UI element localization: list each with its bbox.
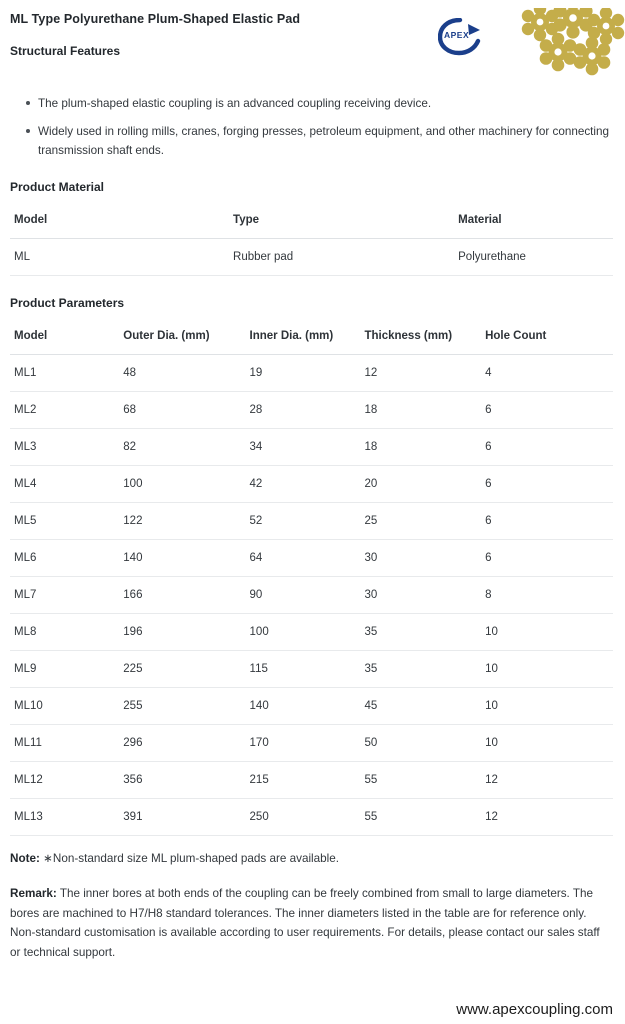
cell-thickness: 35 [360, 651, 481, 688]
cell-inner-dia: 34 [246, 429, 361, 466]
header-area [10, 12, 613, 82]
column-header-outer-dia: Outer Dia. (mm) [119, 324, 245, 355]
cell-hole-count: 12 [481, 762, 613, 799]
material-table [10, 208, 613, 276]
cell-inner-dia: 28 [246, 392, 361, 429]
cell-hole-count: 6 [481, 540, 613, 577]
cell-model: ML10 [10, 688, 119, 725]
cell-material: Polyurethane [454, 239, 613, 276]
cell-inner-dia: 42 [246, 466, 361, 503]
cell-hole-count: 10 [481, 614, 613, 651]
cell-hole-count: 6 [481, 503, 613, 540]
cell-thickness: 30 [360, 540, 481, 577]
features-list [10, 94, 613, 160]
cell-model: ML8 [10, 614, 119, 651]
cell-hole-count: 10 [481, 651, 613, 688]
cell-thickness: 45 [360, 688, 481, 725]
note-label: Note: [10, 852, 40, 865]
table-row [10, 355, 613, 392]
table-row [10, 239, 613, 276]
list-item: Widely used in rolling mills, cranes, forging presses, petroleum equipment, and other machinery for connecting transmission shaft ends. [28, 122, 613, 160]
cell-model: ML5 [10, 503, 119, 540]
cell-inner-dia: 52 [246, 503, 361, 540]
cell-model: ML3 [10, 429, 119, 466]
table-row [10, 540, 613, 577]
cell-hole-count: 10 [481, 688, 613, 725]
cell-model: ML9 [10, 651, 119, 688]
remark-text: The inner bores at both ends of the coupling can be freely combined from small to large diameters. The bores are machined to H7/H8 standard tolerances. The inner diameters listed in the table are for reference only. Non-standard customisation is available according to user requirements. For details, please contact our sales staff or technical support. [10, 887, 600, 959]
cell-model: ML4 [10, 466, 119, 503]
list-item: The plum-shaped elastic coupling is an advanced coupling receiving device. [28, 94, 613, 113]
cell-model: ML [10, 239, 229, 276]
cell-thickness: 35 [360, 614, 481, 651]
table-row [10, 614, 613, 651]
logo-text: APEX [444, 30, 470, 40]
cell-outer-dia: 225 [119, 651, 245, 688]
cell-outer-dia: 122 [119, 503, 245, 540]
cell-outer-dia: 100 [119, 466, 245, 503]
parameters-table [10, 324, 613, 836]
cell-outer-dia: 48 [119, 355, 245, 392]
structural-features-heading: Structural Features [10, 44, 121, 58]
cell-outer-dia: 82 [119, 429, 245, 466]
product-material-heading: Product Material [10, 180, 105, 194]
cell-hole-count: 10 [481, 725, 613, 762]
note-line [10, 850, 613, 868]
cell-outer-dia: 391 [119, 799, 245, 836]
remark-label: Remark: [10, 887, 57, 900]
table-row [10, 503, 613, 540]
cell-inner-dia: 64 [246, 540, 361, 577]
table-row [10, 688, 613, 725]
cell-type: Rubber pad [229, 239, 454, 276]
table-row [10, 429, 613, 466]
cell-inner-dia: 100 [246, 614, 361, 651]
cell-thickness: 55 [360, 799, 481, 836]
table-header-row [10, 208, 613, 239]
table-row [10, 762, 613, 799]
table-row [10, 651, 613, 688]
cell-model: ML2 [10, 392, 119, 429]
cell-model: ML7 [10, 577, 119, 614]
cell-hole-count: 8 [481, 577, 613, 614]
cell-hole-count: 4 [481, 355, 613, 392]
cell-thickness: 25 [360, 503, 481, 540]
cell-model: ML13 [10, 799, 119, 836]
website-url[interactable]: www.apexcoupling.com [456, 1001, 613, 1018]
table-row [10, 577, 613, 614]
cell-hole-count: 6 [481, 466, 613, 503]
cell-outer-dia: 140 [119, 540, 245, 577]
column-header-type: Type [229, 208, 454, 239]
cell-outer-dia: 68 [119, 392, 245, 429]
cell-model: ML12 [10, 762, 119, 799]
cell-inner-dia: 90 [246, 577, 361, 614]
column-header-model: Model [10, 208, 229, 239]
column-header-hole-count: Hole Count [481, 324, 613, 355]
table-row [10, 466, 613, 503]
table-row [10, 392, 613, 429]
column-header-inner-dia: Inner Dia. (mm) [246, 324, 361, 355]
cell-outer-dia: 166 [119, 577, 245, 614]
product-illustration-icon [510, 8, 625, 84]
page-title: ML Type Polyurethane Plum-Shaped Elastic Pad [10, 12, 301, 26]
note-text: ∗Non-standard size ML plum-shaped pads are available. [39, 852, 339, 865]
cell-thickness: 18 [360, 429, 481, 466]
cell-outer-dia: 296 [119, 725, 245, 762]
cell-inner-dia: 250 [246, 799, 361, 836]
cell-thickness: 55 [360, 762, 481, 799]
cell-model: ML1 [10, 355, 119, 392]
cell-thickness: 12 [360, 355, 481, 392]
cell-inner-dia: 115 [246, 651, 361, 688]
cell-inner-dia: 215 [246, 762, 361, 799]
column-header-thickness: Thickness (mm) [360, 324, 481, 355]
table-row [10, 725, 613, 762]
product-parameters-heading: Product Parameters [10, 296, 125, 310]
cell-thickness: 18 [360, 392, 481, 429]
cell-thickness: 20 [360, 466, 481, 503]
cell-hole-count: 6 [481, 392, 613, 429]
cell-hole-count: 12 [481, 799, 613, 836]
company-logo [430, 14, 500, 62]
table-header-row [10, 324, 613, 355]
cell-thickness: 30 [360, 577, 481, 614]
cell-inner-dia: 140 [246, 688, 361, 725]
cell-inner-dia: 170 [246, 725, 361, 762]
cell-model: ML6 [10, 540, 119, 577]
column-header-model: Model [10, 324, 119, 355]
cell-thickness: 50 [360, 725, 481, 762]
cell-outer-dia: 356 [119, 762, 245, 799]
remark-paragraph [10, 884, 613, 962]
cell-outer-dia: 255 [119, 688, 245, 725]
cell-inner-dia: 19 [246, 355, 361, 392]
table-row [10, 799, 613, 836]
cell-model: ML11 [10, 725, 119, 762]
cell-hole-count: 6 [481, 429, 613, 466]
column-header-material: Material [454, 208, 613, 239]
cell-outer-dia: 196 [119, 614, 245, 651]
